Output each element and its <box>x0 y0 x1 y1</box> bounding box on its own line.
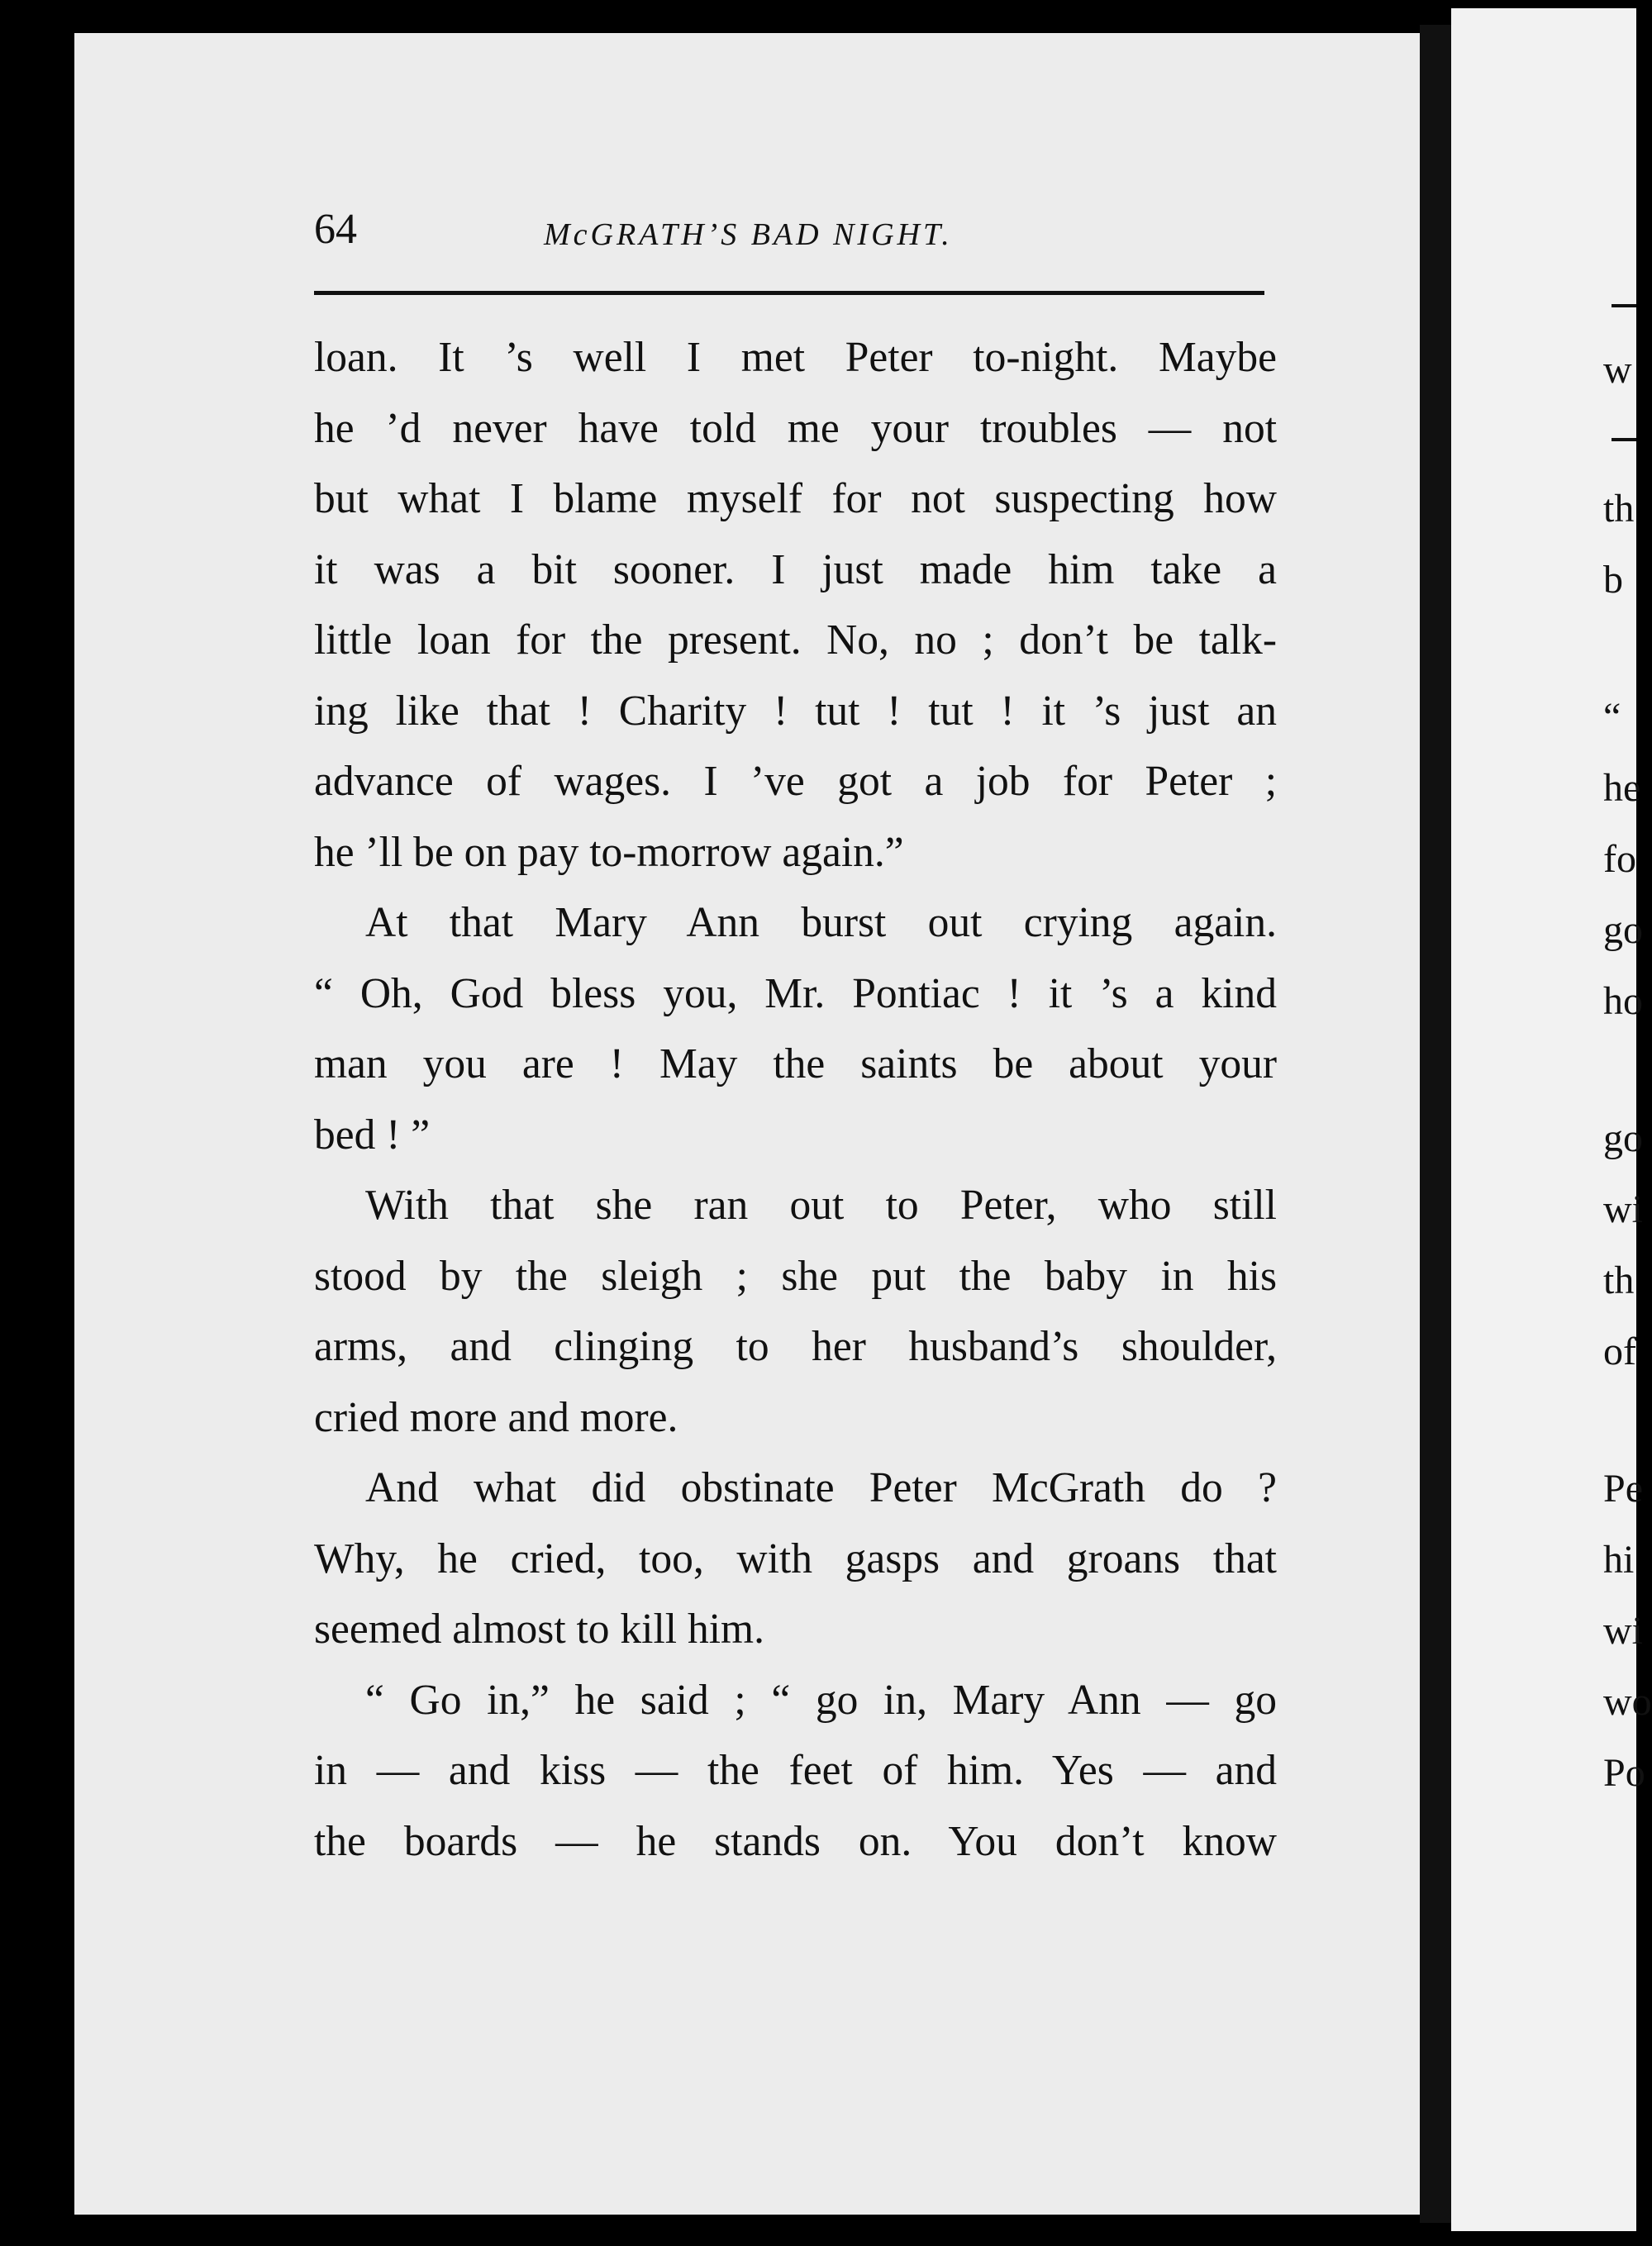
facing-page-fragment: “ <box>1603 695 1621 739</box>
facing-page-fragment: of <box>1603 1330 1636 1373</box>
text-line: bed ! ” <box>314 1111 431 1159</box>
body-text <box>314 322 1277 1877</box>
text-line: in — and kiss — the feet of him. Yes — and <box>314 1747 1277 1794</box>
facing-page-fragment: wi <box>1603 1609 1643 1653</box>
page-number: 64 <box>314 206 357 253</box>
text-line: stood by the sleigh ; she put the baby in his <box>314 1252 1277 1300</box>
facing-page-fragment: go <box>1603 1116 1643 1160</box>
facing-page-fragment: Po <box>1603 1751 1645 1795</box>
facing-page-fragment: hi <box>1603 1538 1635 1582</box>
facing-page-fragment: th <box>1603 1259 1635 1302</box>
facing-page-rule <box>1612 304 1636 307</box>
facing-page-fragment: ho <box>1603 979 1643 1023</box>
running-head <box>314 205 1273 271</box>
text-line: but what I blame myself for not suspecting how <box>314 475 1277 522</box>
text-line: “ Oh, God bless you, Mr. Pontiac ! it ’s a kind <box>314 969 1277 1017</box>
facing-page-fragment: wo <box>1603 1680 1652 1724</box>
text-line: the boards — he stands on. You don’t know <box>314 1817 1277 1865</box>
text-line: cried more and more. <box>314 1393 678 1441</box>
text-line: he ’ll be on pay to-morrow again.” <box>314 828 904 876</box>
facing-page-fragment: w <box>1603 348 1632 392</box>
text-line: arms, and clinging to her husband’s shoulder, <box>314 1323 1277 1370</box>
facing-page-fragment: wi <box>1603 1187 1643 1231</box>
facing-page-fragment: th <box>1603 487 1635 531</box>
facing-page-fragment: b <box>1603 558 1623 602</box>
text-line: loan. It ’s well I met Peter to-night. Maybe <box>314 334 1277 381</box>
facing-page-fragment: go <box>1603 908 1643 952</box>
facing-page-dash <box>1612 438 1636 441</box>
text-line: he ’d never have told me your troubles — not <box>314 404 1277 452</box>
text-line: At that Mary Ann burst out crying again. <box>365 899 1277 946</box>
facing-page-fragment: he <box>1603 766 1641 810</box>
facing-page-fragment: fo <box>1603 837 1636 881</box>
text-line: advance of wages. I ’ve got a job for Peter ; <box>314 758 1277 805</box>
text-line: it was a bit sooner. I just made him take a <box>314 545 1277 593</box>
text-line: ing like that ! Charity ! tut ! tut ! it ’s just an <box>314 687 1277 735</box>
text-line: With that she ran out to Peter, who still <box>365 1182 1277 1229</box>
text-line: And what did obstinate Peter McGrath do ? <box>365 1464 1277 1511</box>
text-line: “ Go in,” he said ; “ go in, Mary Ann — go <box>365 1676 1277 1724</box>
facing-page-fragment: Pe <box>1603 1467 1643 1511</box>
text-line: little loan for the present. No, no ; don’t be talk- <box>314 616 1277 664</box>
text-line: Why, he cried, too, with gasps and groans that <box>314 1535 1277 1582</box>
book-gutter <box>1420 25 1451 2223</box>
text-line: seemed almost to kill him. <box>314 1606 764 1653</box>
text-line: man you are ! May the saints be about your <box>314 1040 1277 1087</box>
header-rule <box>314 291 1264 295</box>
running-title: McGRATH’S BAD NIGHT. <box>544 217 953 252</box>
